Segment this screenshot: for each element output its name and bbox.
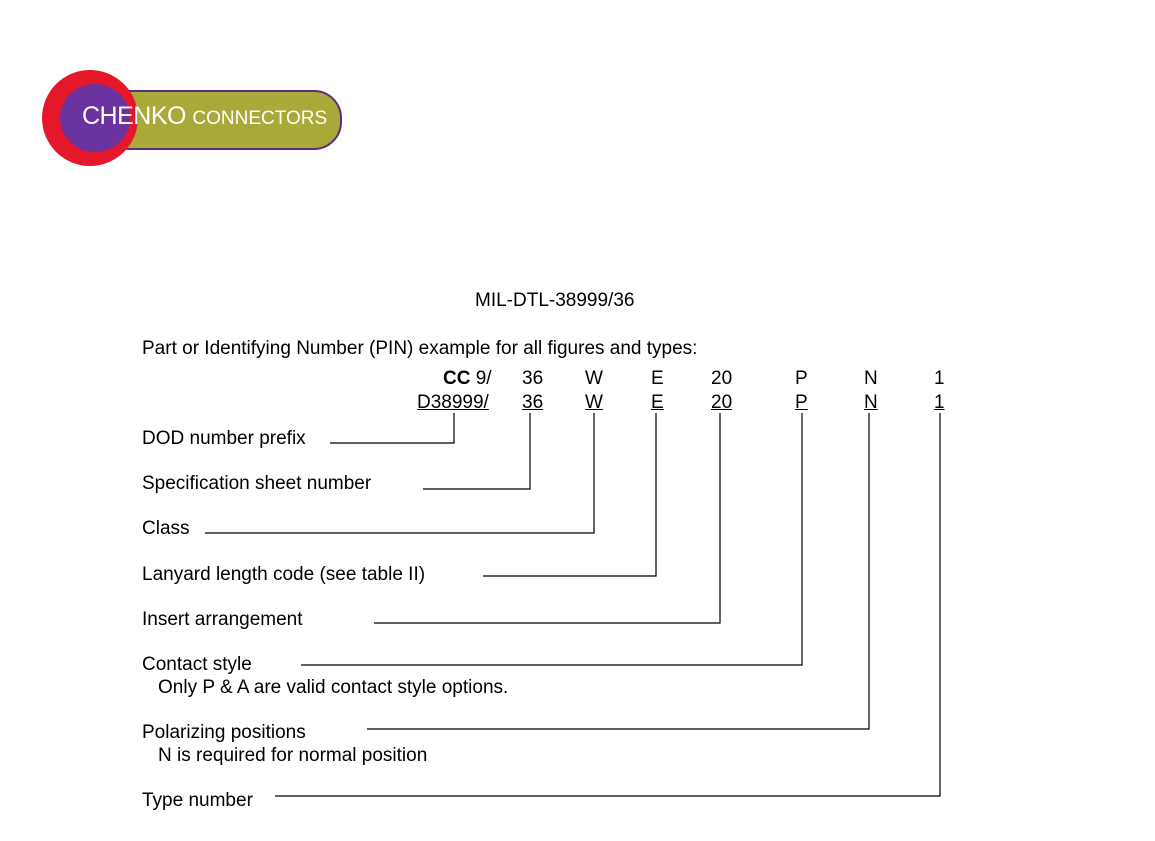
leader-polarizing [367, 413, 869, 729]
intro-text: Part or Identifying Number (PIN) example for all figures and types: [142, 338, 698, 359]
leader-insert [374, 413, 720, 623]
leader-dod-prefix [330, 413, 454, 443]
pin2-lanyard: E [651, 392, 664, 413]
pin1-lanyard: E [651, 368, 664, 389]
leader-class [205, 413, 594, 533]
leader-lanyard [483, 413, 656, 576]
pin1-polarizing: N [864, 368, 878, 389]
pin1-class: W [585, 368, 603, 389]
pin1-insert: 20 [711, 368, 733, 389]
pin2-prefix: D38999/ [417, 392, 489, 413]
label-dod-prefix: DOD number prefix [142, 428, 306, 449]
logo-brand: CHENKO [82, 102, 186, 130]
pin1-prefix-text: 9/ [475, 368, 492, 389]
label-lanyard: Lanyard length code (see table II) [142, 564, 426, 585]
leader-spec-sheet [423, 413, 530, 489]
label-spec-sheet: Specification sheet number [142, 473, 372, 494]
label-contact-note: Only P & A are valid contact style options. [158, 677, 509, 698]
pin2-spec: 36 [522, 392, 544, 413]
label-type: Type number [142, 790, 253, 811]
label-insert: Insert arrangement [142, 609, 303, 630]
label-polarizing: Polarizing positions [142, 722, 306, 743]
leader-contact [301, 413, 802, 665]
pin2-type: 1 [934, 392, 945, 413]
pin1-prefix-bold: CC [443, 368, 471, 389]
pin2-class: W [585, 392, 603, 413]
document-title: MIL-DTL-38999/36 [475, 290, 635, 311]
logo-tagline: CONNECTORS [192, 108, 328, 129]
pin1-contact: P [795, 368, 808, 389]
label-contact: Contact style [142, 654, 252, 675]
pin2-contact: P [795, 392, 808, 413]
label-class: Class [142, 518, 190, 539]
pin2-insert: 20 [711, 392, 733, 413]
leader-type [275, 413, 940, 796]
pin1-type: 1 [934, 368, 945, 389]
pin2-polarizing: N [864, 392, 878, 413]
pin1-spec: 36 [522, 368, 544, 389]
label-polarizing-note: N is required for normal position [158, 745, 428, 766]
